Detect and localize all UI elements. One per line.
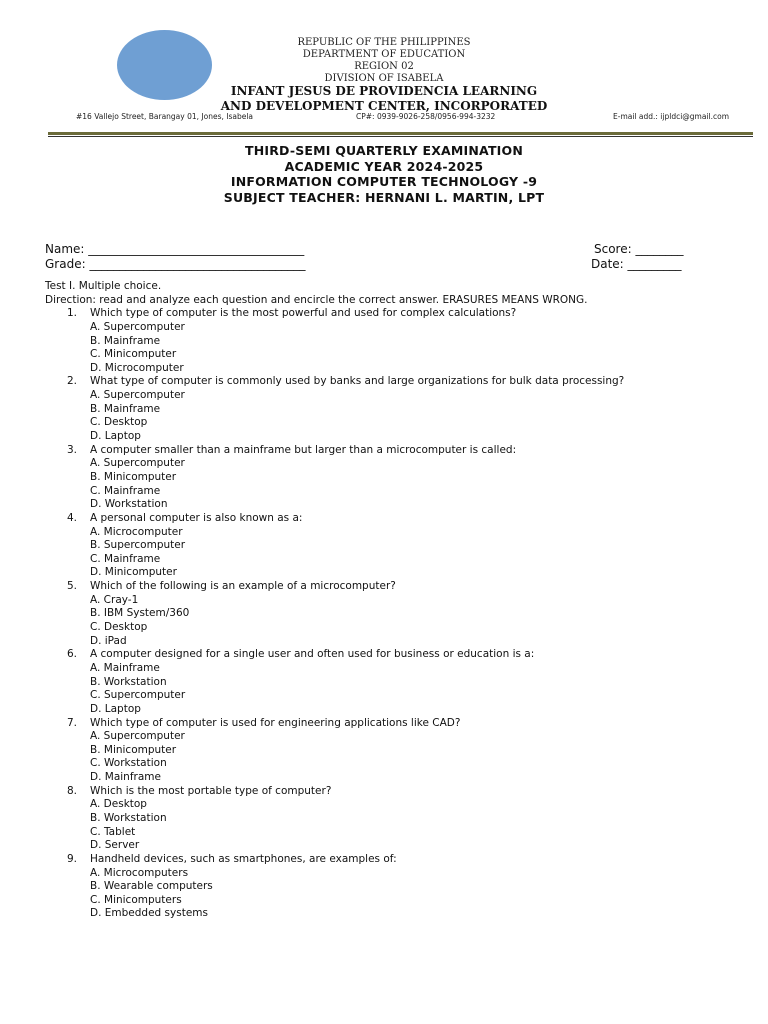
answer-option[interactable]: A. Microcomputers: [90, 866, 189, 879]
test-direction: Direction: read and analyze each question and encircle the correct answer. ERASURES MEANS WRONG.: [45, 293, 588, 306]
answer-option[interactable]: C. Minicomputers: [90, 893, 182, 906]
school-name-line-1: INFANT JESUS DE PROVIDENCIA LEARNING: [230, 84, 538, 98]
answer-option[interactable]: D. Laptop: [90, 430, 141, 443]
answer-option[interactable]: B. IBM System/360: [90, 607, 190, 620]
question-number: 6.: [67, 648, 78, 661]
answer-option[interactable]: B. Workstation: [90, 675, 167, 688]
answer-option[interactable]: D. Mainframe: [90, 771, 161, 784]
answer-option[interactable]: D. Microcomputer: [90, 361, 184, 374]
answer-option[interactable]: A. Supercomputer: [90, 457, 185, 470]
question-number: 1.: [67, 307, 78, 320]
answer-option[interactable]: A. Supercomputer: [90, 320, 185, 333]
grade-field[interactable]: Grade: ____________________________________: [45, 257, 306, 271]
answer-option[interactable]: C. Mainframe: [90, 552, 161, 565]
school-name-line-2: AND DEVELOPMENT CENTER, INCORPORATED: [220, 99, 548, 113]
answer-option[interactable]: C. Desktop: [90, 416, 148, 429]
question-text: Which type of computer is used for engineering applications like CAD?: [90, 716, 461, 729]
question-item: [45, 375, 745, 389]
answer-option[interactable]: D. Embedded systems: [90, 907, 208, 920]
answer-option[interactable]: D. Server: [90, 839, 140, 852]
answer-option[interactable]: C. Supercomputer: [90, 689, 186, 702]
answer-option[interactable]: B. Mainframe: [90, 402, 161, 415]
question-number: 7.: [67, 716, 78, 729]
question-text: Which of the following is an example of a microcomputer?: [90, 580, 396, 593]
answer-option[interactable]: D. Minicomputer: [90, 566, 177, 579]
question-item: [45, 512, 745, 526]
school-phone: CP#: 0939-9026-258/0956-994-3232: [356, 112, 496, 121]
question-text: Handheld devices, such as smartphones, are examples of:: [90, 852, 397, 865]
question-item: [45, 717, 745, 731]
answer-option[interactable]: B. Supercomputer: [90, 539, 186, 552]
question-item: [45, 648, 745, 662]
answer-option[interactable]: A. Microcomputer: [90, 525, 183, 538]
score-field[interactable]: Score: ________: [594, 242, 684, 256]
test-section: [45, 280, 745, 921]
answer-option[interactable]: C. Minicomputer: [90, 348, 177, 361]
exam-title-line: THIRD-SEMI QUARTERLY EXAMINATION: [244, 143, 524, 158]
question-number: 8.: [67, 784, 78, 797]
name-field[interactable]: Name: ____________________________________: [45, 242, 305, 256]
answer-option[interactable]: A. Mainframe: [90, 661, 160, 674]
answer-option[interactable]: B. Minicomputer: [90, 470, 177, 483]
answer-option[interactable]: B. Mainframe: [90, 334, 161, 347]
question-item: [45, 307, 745, 321]
answer-option[interactable]: C. Tablet: [90, 825, 136, 838]
exam-title-line: INFORMATION COMPUTER TECHNOLOGY -9: [230, 174, 538, 189]
date-field[interactable]: Date: _________: [591, 257, 682, 271]
answer-option[interactable]: D. iPad: [90, 634, 127, 647]
answer-option[interactable]: A. Supercomputer: [90, 730, 185, 743]
question-number: 5.: [67, 580, 78, 593]
test-heading: Test I. Multiple choice.: [45, 280, 162, 292]
answer-option[interactable]: C. Mainframe: [90, 484, 161, 497]
question-item: [45, 580, 745, 594]
question-item: [45, 785, 745, 799]
header-divider: [48, 132, 753, 135]
answer-option[interactable]: B. Wearable computers: [90, 880, 213, 893]
question-number: 4.: [67, 511, 78, 524]
question-list: [45, 307, 745, 921]
agency-line-republic: REPUBLIC OF THE PHILIPPINES: [297, 37, 471, 48]
question-item: [45, 444, 745, 458]
agency-line-deped: DEPARTMENT OF EDUCATION: [302, 49, 466, 60]
school-address: #16 Vallejo Street, Barangay 01, Jones, Isabela: [76, 112, 254, 121]
answer-option[interactable]: C. Desktop: [90, 621, 148, 634]
question-text: What type of computer is commonly used by banks and large organizations for bulk data processing?: [90, 375, 625, 388]
question-number: 3.: [67, 443, 78, 456]
answer-option[interactable]: D. Workstation: [90, 498, 168, 511]
exam-title-block: [0, 143, 768, 205]
question-text: A computer designed for a single user and often used for business or education is a:: [90, 648, 535, 661]
question-item: [45, 853, 745, 867]
exam-title-line: ACADEMIC YEAR 2024-2025: [284, 158, 484, 174]
question-number: 9.: [67, 852, 78, 865]
answer-option[interactable]: C. Workstation: [90, 757, 167, 770]
answer-option[interactable]: A. Supercomputer: [90, 389, 185, 402]
answer-option[interactable]: A. Cray-1: [90, 593, 139, 606]
answer-option[interactable]: A. Desktop: [90, 798, 147, 811]
header-divider-thin: [48, 136, 753, 137]
question-text: Which type of computer is the most powerful and used for complex calculations?: [90, 307, 517, 320]
school-email: E-mail add.: ijpldci@gmail.com: [613, 112, 730, 121]
question-text: Which is the most portable type of computer?: [90, 784, 332, 797]
question-text: A computer smaller than a mainframe but larger than a microcomputer is called:: [90, 443, 517, 456]
agency-line-region: REGION 02: [354, 61, 414, 72]
answer-option[interactable]: D. Laptop: [90, 702, 141, 715]
answer-option[interactable]: B. Workstation: [90, 811, 167, 824]
agency-line-division: DIVISION OF ISABELA: [324, 73, 444, 84]
answer-option[interactable]: B. Minicomputer: [90, 743, 177, 756]
question-number: 2.: [67, 375, 78, 388]
question-text: A personal computer is also known as a:: [90, 511, 303, 524]
exam-title-line: SUBJECT TEACHER: HERNANI L. MARTIN, LPT: [223, 189, 545, 205]
